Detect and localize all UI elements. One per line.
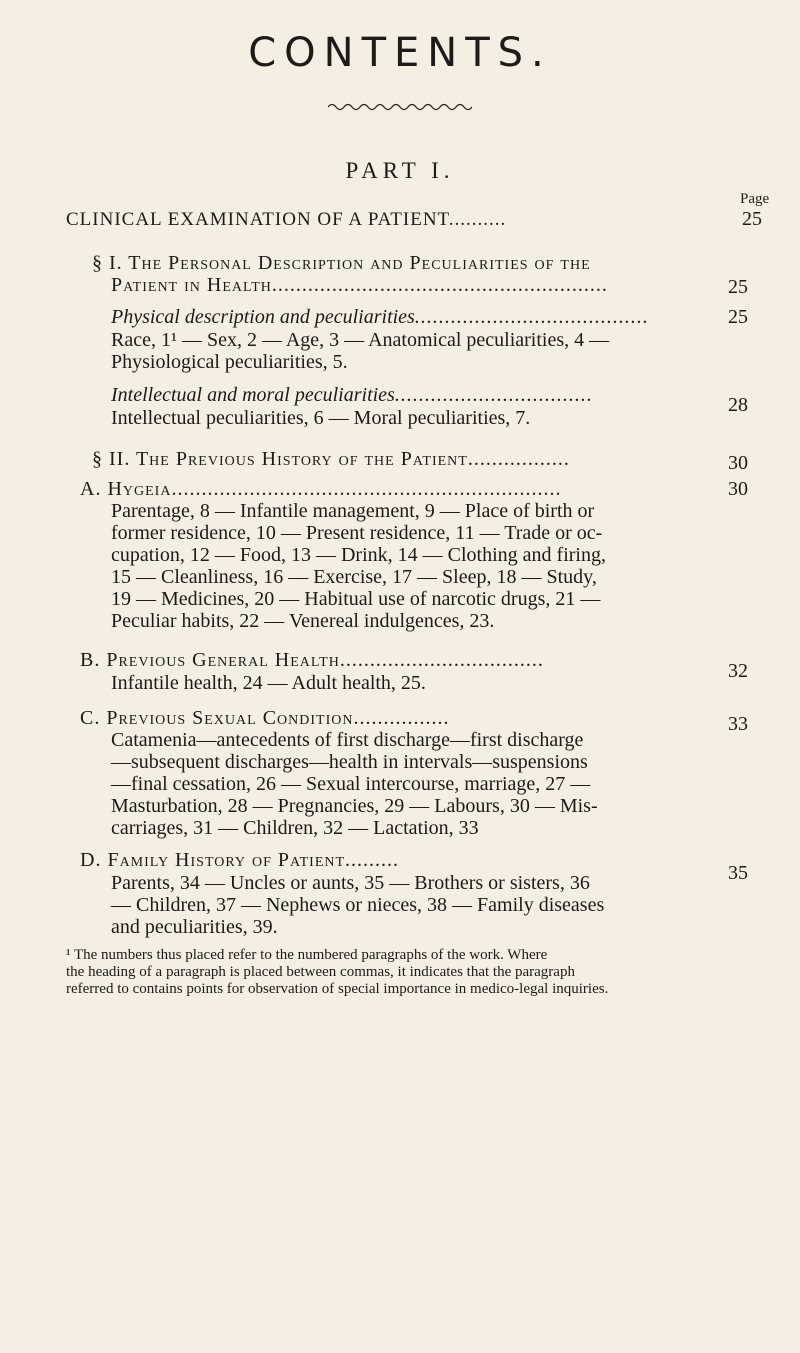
c-line1: Catamenia—antecedents of first discharge—first discharge [111, 729, 584, 751]
d-title: D. Family History of Patient......... [80, 849, 400, 871]
c-title: C. Previous Sexual Condition................ [80, 707, 450, 729]
footnote-line2: the heading of a paragraph is placed between commas, it indicates that the paragraph [66, 964, 575, 980]
c-line2: —subsequent discharges—health in intervals—suspensions [111, 751, 588, 773]
a-line5: 19 — Medicines, 20 — Habitual use of narcotic drugs, 21 — [111, 588, 601, 610]
a-line6: Peculiar habits, 22 — Venereal indulgences, 23. [111, 610, 495, 632]
s1-heading-page: 25 [728, 276, 748, 298]
s1-heading-line1: § I. The Personal Description and Peculiarities of the [92, 252, 591, 274]
s2-heading: § II. The Previous History of the Patient................. [92, 448, 570, 470]
a-line2: former residence, 10 — Present residence, 11 — Trade or oc- [111, 522, 603, 544]
c-line4: Masturbation, 28 — Pregnancies, 29 — Labours, 30 — Mis- [111, 795, 598, 817]
physical-line2: Physiological peculiarities, 5. [111, 351, 348, 373]
a-line3: cupation, 12 — Food, 13 — Drink, 14 — Clothing and firing, [111, 544, 606, 566]
a-page: 30 [728, 478, 748, 500]
d-line3: and peculiarities, 39. [111, 916, 278, 938]
page-column-header: Page [740, 191, 770, 207]
c-page: 33 [728, 713, 748, 735]
d-line2: — Children, 37 — Nephews or nieces, 38 — Family diseases [111, 894, 605, 916]
physical-line1: Race, 1¹ — Sex, 2 — Age, 3 — Anatomical peculiarities, 4 — [111, 329, 610, 351]
c-line5: carriages, 31 — Children, 32 — Lactation, 33 [111, 817, 479, 839]
b-title: B. Previous General Health.................................. [80, 649, 544, 671]
intellectual-page: 28 [728, 394, 748, 416]
d-page: 35 [728, 862, 748, 884]
physical-title: Physical description and peculiarities....................................... [111, 306, 649, 328]
intellectual-title: Intellectual and moral peculiarities................................. [111, 384, 593, 406]
page-title: CONTENTS. [248, 30, 552, 76]
s1-heading-line2: Patient in Health........................................................ [111, 274, 608, 296]
footnote-line3: referred to contains points for observation of special importance in medico-legal inquiries. [66, 981, 609, 997]
a-title: A. Hygeia................................................................. [80, 478, 562, 500]
a-line1: Parentage, 8 — Infantile management, 9 — Place of birth or [111, 500, 595, 522]
s2-heading-page: 30 [728, 452, 748, 474]
d-line1: Parents, 34 — Uncles or aunts, 35 — Brothers or sisters, 36 [111, 872, 590, 894]
b-line1: Infantile health, 24 — Adult health, 25. [111, 672, 426, 694]
part-heading: PART I. [345, 158, 455, 183]
section-title: CLINICAL EXAMINATION OF A PATIENT.......... [66, 209, 507, 230]
physical-page: 25 [728, 306, 748, 328]
a-line4: 15 — Cleanliness, 16 — Exercise, 17 — Sleep, 18 — Study, [111, 566, 597, 588]
wavy-divider [328, 102, 472, 112]
footnote-line1: ¹ The numbers thus placed refer to the numbered paragraphs of the work. Where [66, 947, 548, 963]
b-page: 32 [728, 660, 748, 682]
c-line3: —final cessation, 26 — Sexual intercourse, marriage, 27 — [111, 773, 591, 795]
intellectual-line1: Intellectual peculiarities, 6 — Moral peculiarities, 7. [111, 407, 531, 429]
section-page: 25 [742, 208, 762, 230]
